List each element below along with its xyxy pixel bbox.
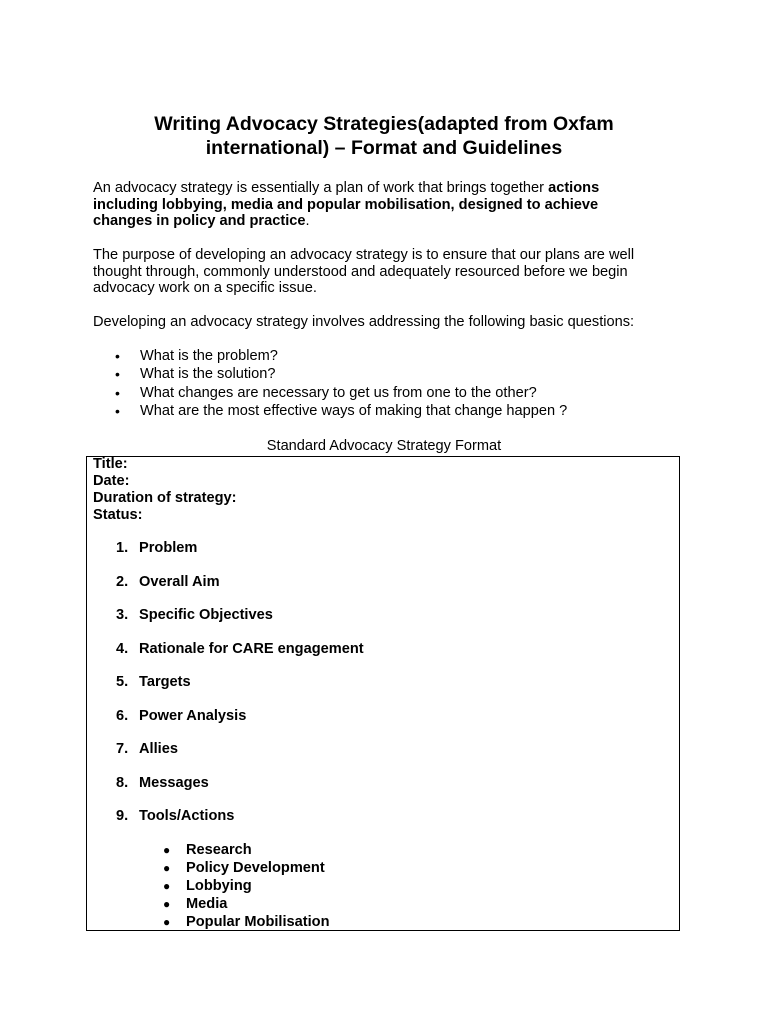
- step-label: Power Analysis: [139, 707, 247, 724]
- step-number: 3.: [116, 607, 129, 623]
- document-title: [93, 112, 675, 160]
- step-number: 1.: [116, 540, 129, 556]
- step-label: Targets: [139, 674, 191, 690]
- intro-bold-text: actions: [548, 180, 600, 196]
- list-item: [93, 842, 330, 860]
- list-item: [93, 914, 330, 932]
- bullet-icon: •: [115, 366, 120, 383]
- bullet-icon: •: [115, 384, 120, 401]
- bullet-icon: •: [115, 402, 120, 419]
- intro-paragraph: [93, 180, 693, 230]
- question-text: What is the problem?: [140, 348, 278, 364]
- field-label: Duration of strategy:: [93, 490, 237, 506]
- intro-end: .: [305, 213, 310, 230]
- bullet-icon: ●: [163, 879, 171, 893]
- list-item: [93, 402, 567, 420]
- step-number: 6.: [116, 707, 129, 724]
- tool-label: Media: [186, 896, 228, 912]
- step-number: 8.: [116, 774, 129, 791]
- question-text: What are the most effective ways of making that change happen ?: [140, 402, 568, 419]
- bullet-icon: ●: [163, 915, 171, 929]
- bullet-icon: ●: [163, 861, 171, 875]
- list-item: [93, 384, 567, 402]
- format-fields: [93, 456, 237, 524]
- purpose-line: advocacy work on a specific issue.: [93, 280, 317, 297]
- title-line: international) – Format and Guidelines: [205, 137, 563, 159]
- tool-label: Research: [186, 842, 252, 858]
- step-number: 7.: [116, 741, 129, 757]
- intro-bold-line: including lobbying, media and popular mobilisation, designed to achieve: [93, 196, 599, 213]
- bullet-icon: •: [115, 348, 120, 364]
- format-caption: Standard Advocacy Strategy Format: [266, 438, 502, 454]
- tool-label: Policy Development: [186, 860, 325, 876]
- step-number: 5.: [116, 674, 129, 690]
- step-label: Allies: [139, 741, 178, 757]
- list-item: [93, 878, 330, 896]
- questions-intro: Developing an advocacy strategy involves addressing the following basic questions:: [93, 314, 635, 330]
- bullet-icon: ●: [163, 897, 171, 911]
- question-text: What is the solution?: [140, 366, 276, 383]
- tool-label: Popular Mobilisation: [186, 914, 330, 930]
- list-item: [93, 365, 567, 383]
- purpose-line: thought through, commonly understood and adequately resourced before we begin: [93, 263, 628, 280]
- intro-line-1: [93, 180, 693, 197]
- purpose-line: The purpose of developing an advocacy strategy is to ensure that our plans are well: [93, 247, 635, 263]
- step-number: 4.: [116, 640, 129, 657]
- question-text: What changes are necessary to get us from one to the other?: [140, 384, 537, 401]
- list-item: [93, 347, 567, 365]
- questions-list: [93, 347, 567, 420]
- step-label: Tools/Actions: [139, 808, 235, 824]
- list-item: [93, 896, 330, 914]
- step-label: Problem: [139, 540, 198, 556]
- field-label: Title:: [93, 456, 128, 472]
- step-label: Rationale for CARE engagement: [139, 640, 364, 657]
- field-label: Date:: [93, 473, 130, 489]
- list-item: [93, 860, 330, 878]
- step-label: Overall Aim: [139, 573, 220, 590]
- step-label: Messages: [139, 774, 209, 791]
- intro-line-3: [93, 213, 693, 230]
- step-number: 2.: [116, 573, 129, 590]
- intro-bold-text: changes in policy and practice: [93, 213, 306, 230]
- field-label: Status:: [93, 507, 143, 523]
- tools-list: [93, 842, 330, 932]
- title-line: Writing Advocacy Strategies(adapted from Oxfam: [154, 113, 614, 135]
- step-label: Specific Objectives: [139, 607, 273, 623]
- tool-label: Lobbying: [186, 878, 252, 894]
- intro-text: An advocacy strategy is essentially a plan of work that brings together: [93, 180, 549, 196]
- purpose-paragraph: [93, 247, 693, 297]
- bullet-icon: ●: [163, 843, 171, 857]
- step-number: 9.: [116, 808, 129, 824]
